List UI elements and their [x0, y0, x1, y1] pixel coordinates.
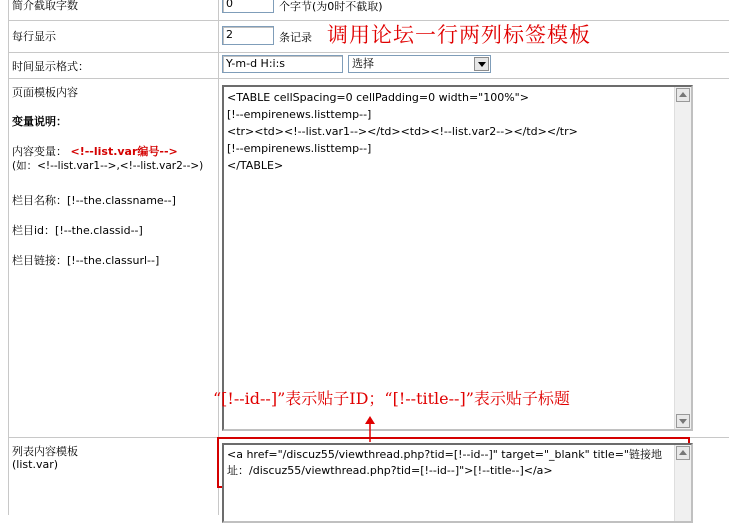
class-name-var: 栏目名称：[!--the.classname--]: [12, 194, 176, 207]
page-template-label: 页面模板内容: [12, 86, 78, 99]
class-id-var: 栏目id：[!--the.classid--]: [12, 224, 143, 237]
list-template-sublabel: (list.var): [12, 458, 59, 471]
var-heading: 变量说明：: [12, 115, 67, 128]
list-template-label: 列表内容模板: [12, 445, 78, 458]
scroll-up-icon[interactable]: [676, 88, 690, 102]
content-var-label: 内容变量：: [12, 145, 67, 158]
scrollbar[interactable]: [674, 445, 691, 521]
summary-cut-input[interactable]: 0: [222, 0, 274, 13]
class-url-var: 栏目链接：[!--the.classurl--]: [12, 254, 160, 267]
summary-cut-suffix: 个字节(为0时不截取): [279, 0, 383, 13]
summary-cut-label: 简介截取字数: [12, 0, 78, 12]
chevron-down-icon[interactable]: [474, 57, 489, 71]
scroll-down-icon[interactable]: [676, 414, 690, 428]
page-template-textarea[interactable]: [222, 85, 693, 431]
time-format-label: 时间显示格式：: [12, 60, 89, 73]
per-page-input[interactable]: 2: [222, 26, 274, 45]
page-template-content: <TABLE cellSpacing=0 cellPadding=0 width="100%"> [!--empirenews.listtemp--] <tr><td><!--list.var1--></td><td><!--list.var2--></td></tr> [!--empirenews.listtemp--] </TABLE>: [227, 91, 578, 172]
content-var-value: <!--list.var编号-->: [70, 145, 178, 158]
time-format-input[interactable]: Y-m-d H:i:s: [222, 55, 343, 73]
grid-line: [8, 52, 729, 53]
per-page-suffix: 条记录: [279, 31, 312, 44]
scroll-up-icon[interactable]: [676, 446, 690, 460]
grid-line: [8, 78, 729, 79]
per-page-label: 每行显示: [12, 30, 56, 43]
scrollbar[interactable]: [674, 87, 691, 429]
content-var-line: [12, 143, 178, 159]
list-template-textarea[interactable]: [222, 443, 693, 523]
title-annotation: 调用论坛一行两列标签模板: [327, 23, 591, 47]
list-template-content: <a href="/discuz55/viewthread.php?tid=[!--id--]" target="_blank" title="链接地 址：/discuz55/viewthread.php?tid=[!--id--]">[!--title--]</a>: [227, 448, 662, 477]
content-var-example: (如：<!--list.var1-->,<!--list.var2-->): [12, 160, 204, 172]
var-annotation: “[!--id--]”表示贴子ID；“[!--title--]”表示贴子标题: [213, 389, 570, 408]
time-format-select[interactable]: 选择: [348, 55, 491, 73]
